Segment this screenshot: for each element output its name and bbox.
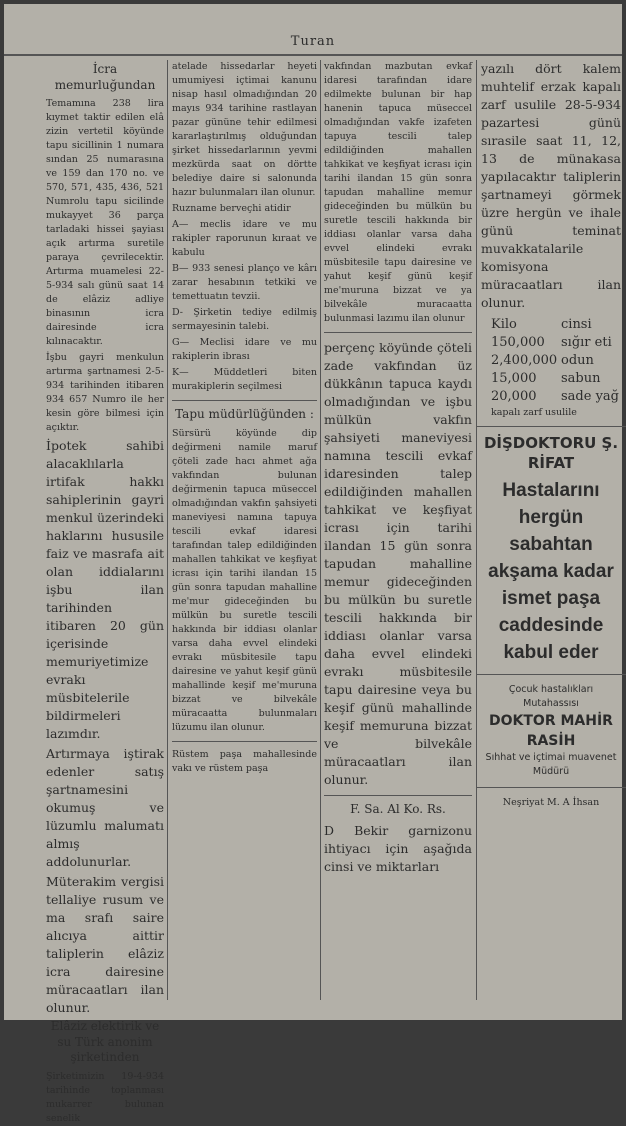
ruzname-item-b: B— 933 senesi planço ve kârı zarar hesabının tetkiki ve temettuatın tevzii. — [172, 263, 317, 302]
section-divider — [476, 787, 626, 788]
table-row — [491, 388, 621, 406]
col2-bottom-text: Rüstem paşa mahallesinde vakı ve rüstem paşa — [172, 748, 317, 774]
table-row — [491, 370, 621, 388]
pecenc-text: perçenç köyünde çöteli zade vakfından üz dükkânın tapuca kaydı olmadığından ve işbu mülkün vakfın şahsiyeti maneviyesi namına tescili evkaf idaresinden talep edildiğinden mahallen tahkikat ve keşfiyat icrası için tarihi ilandan 15 gün sonra tapudan mahalline memur gideceğinden bu mülkün bu suretle tescili hakkında bir iddiası olanlar varsa daha evvel elindeki evrakı müsbitesile tapu dairesine veya bu keşif günü mahallinde keşif memuruna bizzat ve bilvekâle müracaatları ilan olunur. — [324, 340, 472, 787]
column-2 — [172, 60, 317, 1010]
column-rule — [476, 60, 477, 1000]
tapu-text: Sürsürü köyünde dip değirmeni namile maruf çöteli zade hacı ahmet ağa vakfından bulunan değirmenin tapuca müseccel olmadığından vakfın şahsiyeti maneviyesi namına tapuya tescili evkaf idaresi tarafından talep edildiğinden mahallen tahkikat ve keşfiyat icrası için tarihi ilandan 15 gün sonra tapudan mahalline me'mur gideceğinden bu mülkün bu suretle tescili hakkında bir iddiası olanlar varsa daha evvel elindeki evrakı müsbitesile tapu dairesine ve yahut keşif günü mahallinde keşif me'muruna bizzat ve bilvekâle müracaatta bulunmaları lüzumu ilan olunur. — [172, 427, 317, 733]
section-divider — [172, 400, 317, 401]
table-header — [491, 316, 621, 334]
cinsi-value: odun — [561, 353, 594, 368]
ruzname-item-d: D- Şirketin tediye edilmiş sermayesinin talebi. — [172, 307, 317, 332]
kilo-value: 20,000 — [491, 389, 537, 404]
section-divider — [324, 795, 472, 796]
col1-paragraph-1: Temamına 238 lira kıymet taktir edilen elâ zizin vertetil köyünde tapu sicillinin 1 numara sından 25 numarasına ve 159 dan 170 no. ve 570, 571, 435, 436, 521 Numrolu tapu sicilinde mukayyet 36 parça tarladaki hissei şayiası açık artırma suretile paraya çevrilecektir. Artırma muamelesi 22-5-934 salı günü saat 14 de elâziz adliye binasının icra dairesinde icra kılınacaktır. — [46, 98, 164, 348]
column-rule — [320, 60, 321, 1000]
table-footer: kapalı zarf usulile — [491, 407, 577, 418]
col1-paragraph-4: Artırmaya iştirak edenler satış şartnamesini okumuş ve lüzumlu malumatı almış addolunurlar. — [46, 746, 164, 870]
col2-paragraph-1: atelade hissedarlar heyeti umumiyesi içtimai kanunu nisap hasıl olmadığından 20 mayıs 934 tarihine rastlayan pazar gününe tehir edilmesi kararlaştırılmış olduğundan şirket hissedarlarının yevmi mezkürda saat on dörtte belediye daire si salonunda hazır bulunmaları ilan olunur. — [172, 61, 317, 198]
section-divider — [324, 332, 472, 333]
cinsi-value: sığır eti — [561, 335, 612, 350]
column-4 — [481, 60, 621, 1010]
publisher-footer: Neşriyat M. A İhsan — [502, 797, 600, 808]
column-1 — [46, 60, 164, 1124]
col1-paragraph-5: Müterakim vergisi tellaliye rusum ve ma srafı saire alıcıya aittir taliplerin elâziz icra dairesine müracaatları ilan olunur. — [46, 874, 164, 1016]
col4-paragraph-1: yazılı dört kalem muhtelif erzak kapalı zarf usulile 28-5-934 pazartesi günü sırasile saat 11, 12, 13 de münakasa yapılacaktır taliplerin şartnameyi görmek üzre hergün ve ihale günü teminat muvakkatalarile komisyona müracaatları ilan olunur. — [481, 61, 621, 310]
kilo-value: 2,400,000 — [491, 353, 558, 368]
col1-paragraph-2: İşbu gayri menkulun artırma şartnamesi 2-5-934 tarihinden itibaren 934 657 Numro ile her kesin göre bilmesi için açıktır. — [46, 352, 164, 434]
ruzname-item-k: K— Müddetleri biten murakiplerin seçilmesi — [172, 367, 317, 392]
col3-paragraph-1: vakfından mazbutan evkaf idaresi tarafından idare edilmekte bulunan bir hap hanenin tapuca müseccel olmadığından vakfe izafeten tapuya tescili talep edildiğinden mahallen tahkikat ve keşfiyat icrası için tarihi ilandan 15 gün sonra tapudan mahalline memur gideceğinden bu mülkün bu suretle tescili hakkında bir iddiası olanlar varsa daha evvel elindeki evrakı müsbitesile tapu dairesine ve yahut keşif günü keşif me'muruna bizzat ve ya bilvekâle muracaatta bulunmasi lazımu ilan olunur — [324, 61, 472, 324]
doctor-ad-title: DOKTOR MAHİR RASİH — [489, 713, 613, 749]
ruzname-title: Ruzname berveçhi atidir — [172, 203, 291, 214]
dentist-ad-text: Hastalarını hergün sabahtan akşama kadar ismet paşa caddesinde kabul eder — [488, 480, 614, 663]
doctor-ad-sub: Çocuk hastalıkları Mutahassısı — [508, 684, 594, 709]
newspaper-page — [4, 4, 622, 1124]
cinsi-value: sade yağ — [561, 389, 619, 404]
table-row — [491, 334, 621, 352]
col1-bottom-heading: Elâziz elektirik ve su Türk anonim şirketinden — [50, 1019, 160, 1065]
ruzname-item-g: G— Meclisi idare ve mu rakiplerin ibrası — [172, 337, 317, 362]
cinsi-value: sabun — [561, 371, 601, 386]
doctor-ad-text: Sıhhat ve içtimai muavenet Müdürü — [485, 752, 617, 777]
fsa-heading: F. Sa. Al Ko. Rs. — [350, 802, 446, 816]
fsa-text: D Bekir garnizonu ihtiyacı için aşağıda cinsi ve miktarları — [324, 822, 472, 874]
masthead — [4, 4, 622, 56]
column-rule — [167, 60, 168, 1000]
tapu-heading: Tapu müdürlüğünden : — [175, 407, 314, 421]
column-3 — [324, 60, 472, 1010]
section-divider — [476, 674, 626, 675]
column-1-heading: İcra memurluğundan — [54, 62, 156, 92]
col1-bottom-text: Şirketimizin 19-4-934 tarihinde toplanması mukarrer bulunan senelik — [46, 1070, 164, 1124]
kilo-value: 150,000 — [491, 335, 545, 350]
table-row — [491, 352, 621, 370]
ruzname-item-a: A— meclis idare ve mu rakipler raporunun kıraat ve kabulu — [172, 219, 317, 258]
col1-paragraph-3: İpotek sahibi alacaklılarla irtifak hakkı sahiplerinin gayri menkul üzerindeki haklarını hususile faiz ve masrafa ait olan iddialarını işbu ilan tarihinden itibaren 20 gün içerisinde memuriyetimize evrakı müsbitelerile bildirmeleri lazımdır. — [46, 438, 164, 742]
header-kilo: Kilo — [491, 317, 517, 332]
newspaper-title: Turan — [290, 34, 336, 49]
section-divider — [172, 741, 317, 742]
erzak-table — [491, 316, 621, 420]
header-cinsi: cinsi — [561, 317, 592, 332]
section-divider — [476, 426, 626, 427]
dentist-ad-title: DİŞDOKTORU Ş. RİFAT — [483, 434, 619, 472]
kilo-value: 15,000 — [491, 371, 537, 386]
